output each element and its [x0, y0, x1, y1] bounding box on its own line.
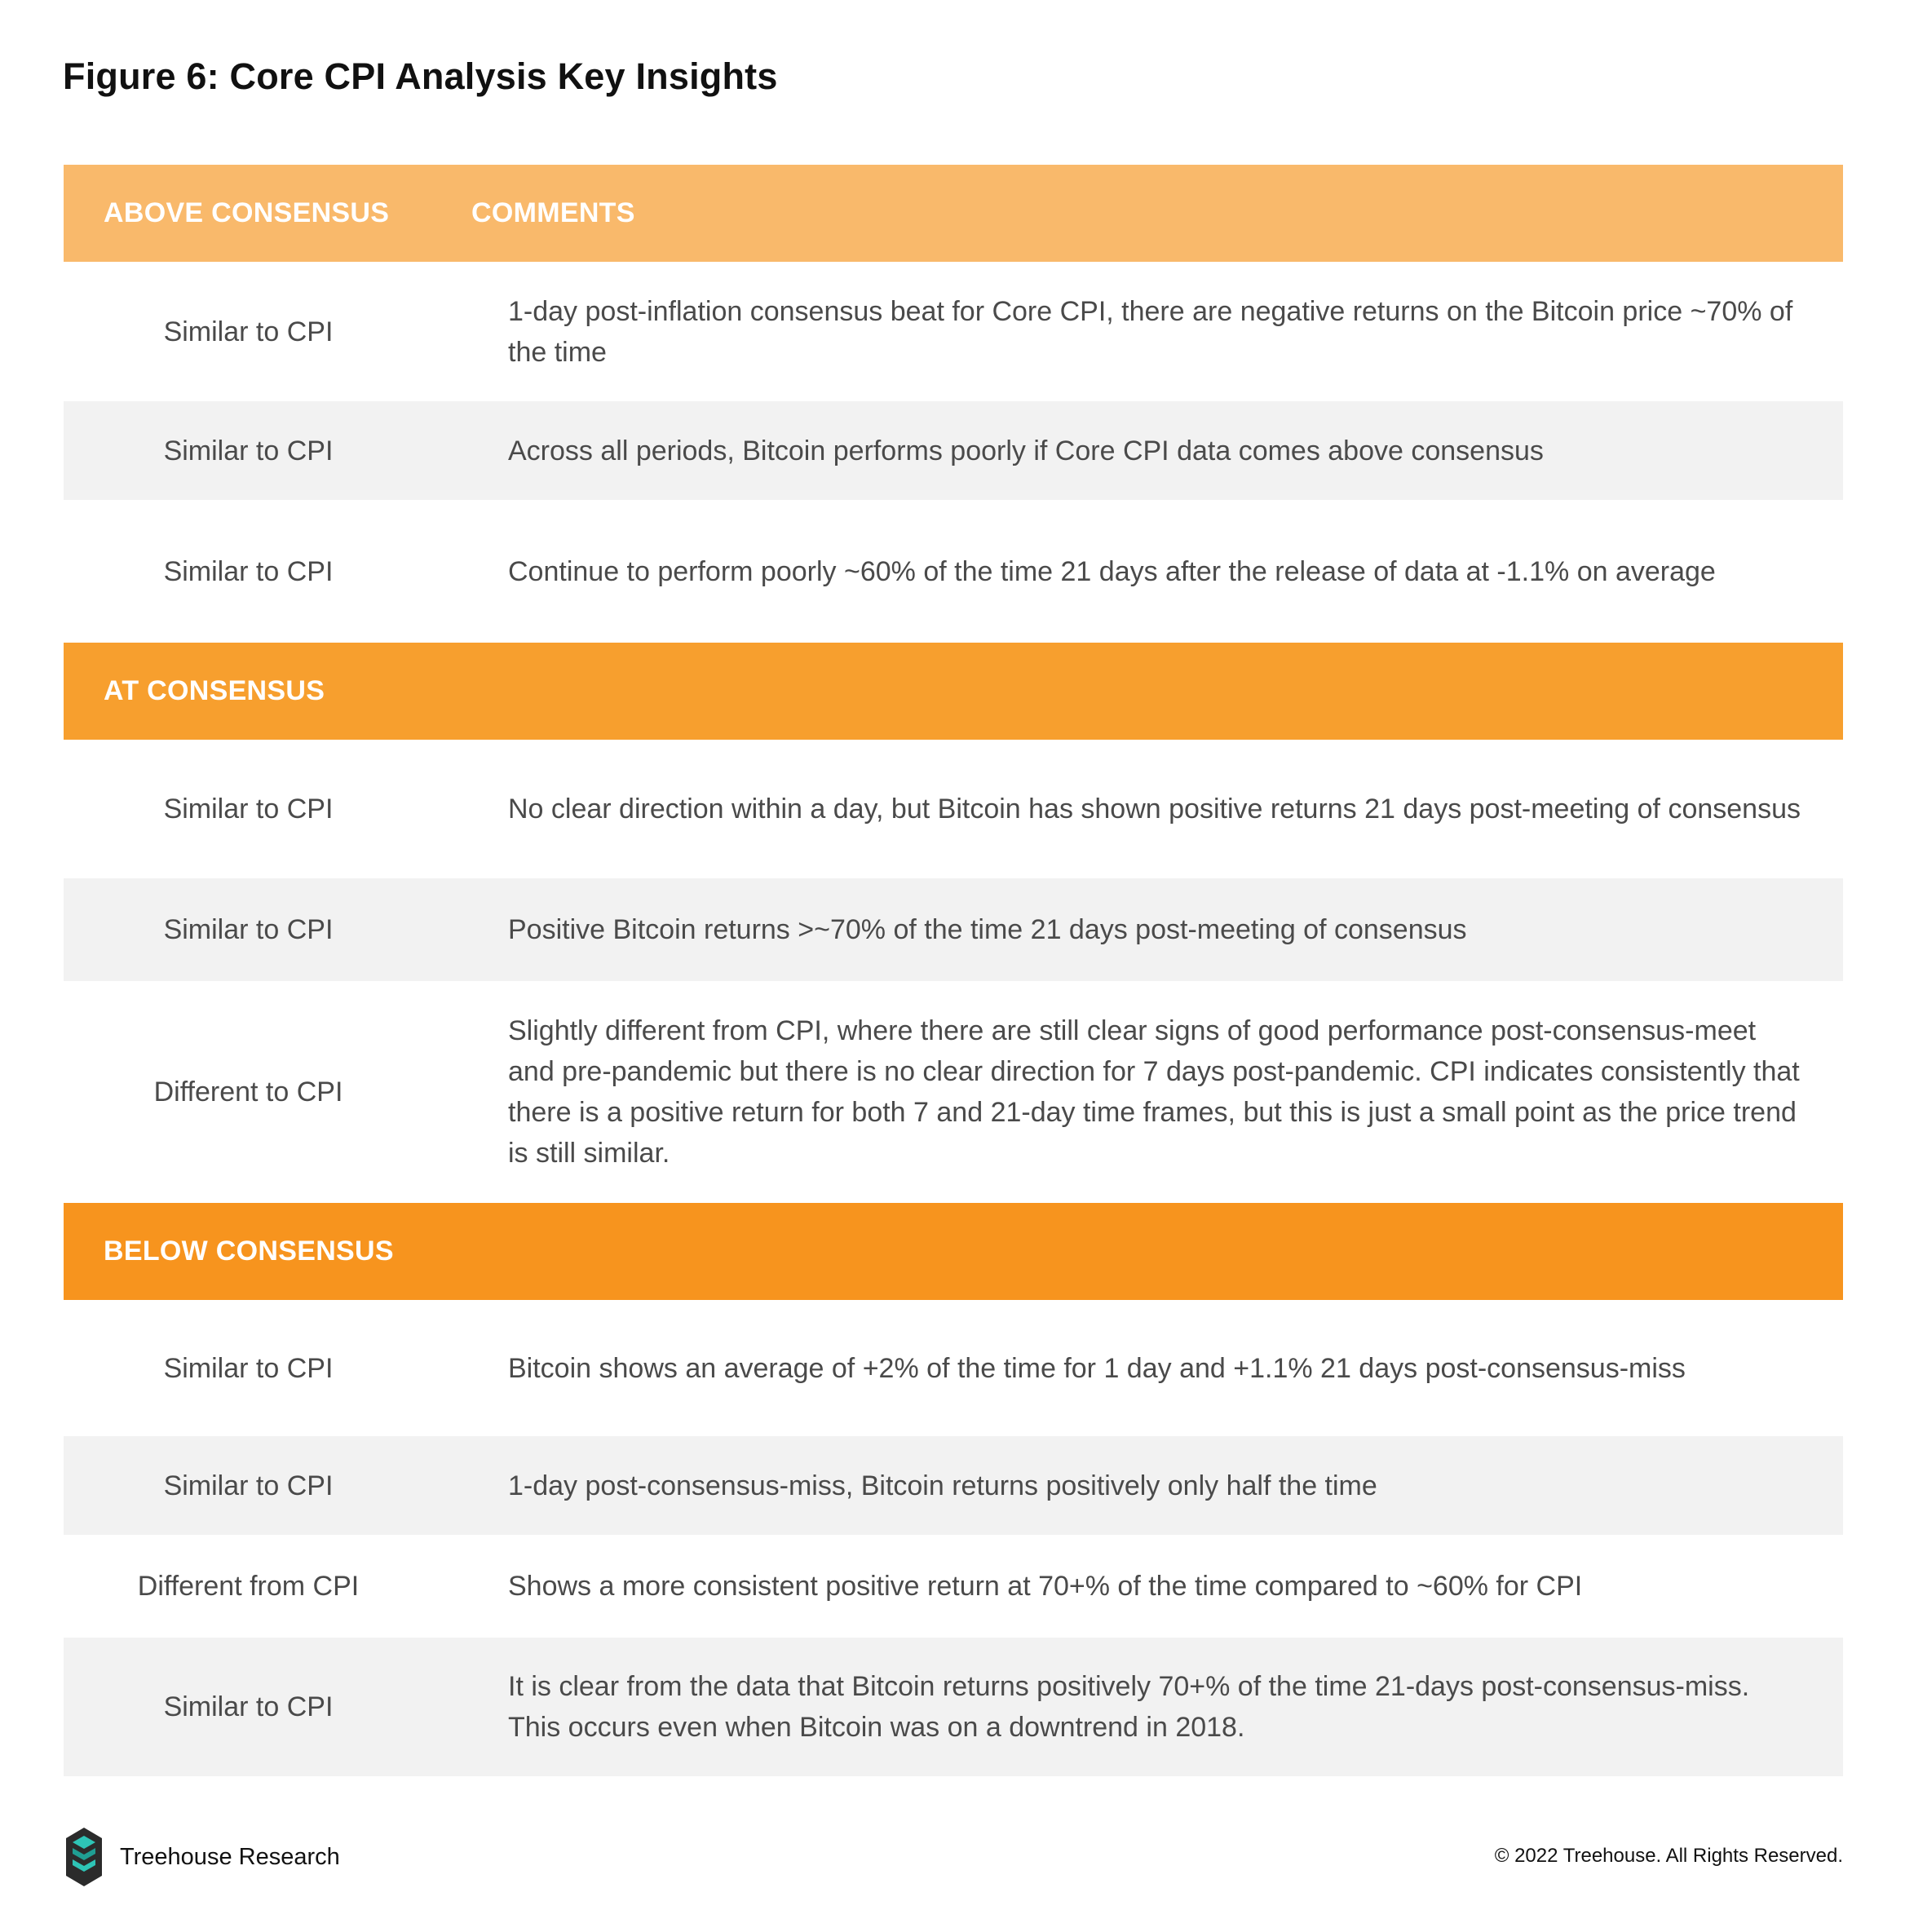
section-header-above-consensus	[64, 165, 1843, 262]
row-comment: It is clear from the data that Bitcoin returns positively 70+% of the time 21-days post-consensus-miss. This occurs even when Bitcoin was on a downtrend in 2018.	[508, 1671, 1750, 1743]
row-label: Similar to CPI	[163, 555, 334, 587]
row-label: Similar to CPI	[163, 435, 334, 466]
brand-name: Treehouse Research	[120, 1843, 340, 1870]
comments-header-label: COMMENTS	[471, 197, 635, 228]
row-comment: Across all periods, Bitcoin performs poorly if Core CPI data comes above consensus	[508, 435, 1544, 466]
row-comment: 1-day post-inflation consensus beat for Core CPI, there are negative returns on the Bitcoin price ~70% of the time	[508, 295, 1793, 368]
table-row	[64, 1436, 1843, 1535]
insights-table	[64, 165, 1843, 1776]
table-row	[64, 401, 1843, 500]
row-label: Different to CPI	[153, 1077, 343, 1107]
table-row	[64, 878, 1843, 981]
section-header-label: BELOW CONSENSUS	[104, 1236, 394, 1267]
page-title: Figure 6: Core CPI Analysis Key Insights	[63, 55, 778, 97]
row-label: Similar to CPI	[163, 1470, 334, 1501]
table-row	[64, 1638, 1843, 1776]
table-row	[64, 981, 1843, 1203]
section-header-at-consensus	[64, 643, 1843, 740]
treehouse-logo-icon	[64, 1827, 104, 1887]
section-header-label: ABOVE CONSENSUS	[104, 197, 390, 228]
row-label: Similar to CPI	[163, 1352, 334, 1384]
row-label: Similar to CPI	[163, 794, 334, 825]
table-row	[64, 500, 1843, 643]
section-header-below-consensus	[64, 1203, 1843, 1300]
footer-brand	[64, 1827, 340, 1887]
row-comment: Positive Bitcoin returns >~70% of the time 21 days post-meeting of consensus	[508, 914, 1467, 945]
row-comment: Slightly different from CPI, where there are still clear signs of good performance post-consensus-meet and pre-pandemic but there is no clear direction for 7 days post-pandemic. CPI indicates consistently that there is a positive return for both 7 and 21-day time frames, but this is just a small point as the price trend is still similar.	[508, 1015, 1800, 1169]
row-comment: Shows a more consistent positive return at 70+% of the time compared to ~60% for CPI	[508, 1571, 1583, 1602]
row-comment: No clear direction within a day, but Bitcoin has shown positive returns 21 days post-meeting of consensus	[508, 794, 1801, 825]
row-label: Similar to CPI	[163, 914, 334, 945]
row-comment: Bitcoin shows an average of +2% of the time for 1 day and +1.1% 21 days post-consensus-miss	[508, 1352, 1686, 1384]
copyright-notice: © 2022 Treehouse. All Rights Reserved.	[1494, 1845, 1843, 1867]
row-comment: 1-day post-consensus-miss, Bitcoin returns positively only half the time	[508, 1470, 1377, 1501]
row-label: Similar to CPI	[163, 316, 334, 347]
table-row	[64, 1535, 1843, 1638]
table-row	[64, 262, 1843, 401]
table-row	[64, 1300, 1843, 1436]
row-comment: Continue to perform poorly ~60% of the time 21 days after the release of data at -1.1% on average	[508, 555, 1716, 587]
row-label: Similar to CPI	[163, 1691, 334, 1722]
section-header-label: AT CONSENSUS	[104, 675, 325, 706]
row-label: Different from CPI	[137, 1571, 360, 1602]
table-row	[64, 740, 1843, 878]
